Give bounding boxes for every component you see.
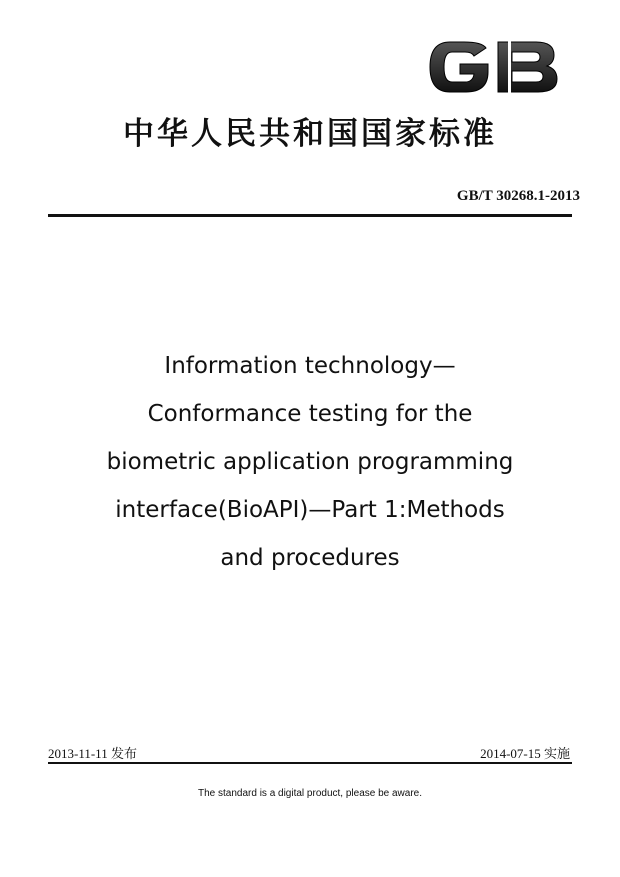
gb-logo-icon (424, 38, 564, 96)
issue-date: 2013-11-11 (48, 746, 108, 761)
implement-date: 2014-07-15 (480, 746, 541, 761)
title-line: interface(BioAPI)—Part 1:Methods (115, 497, 505, 523)
issue-label: 发布 (110, 746, 137, 761)
issue-date-block (48, 743, 137, 762)
org-name: 中华人民共和国国家标准 (123, 116, 497, 152)
header-divider (48, 214, 572, 217)
standard-code: GB/T 30268.1-2013 (456, 188, 580, 204)
title-line: Information technology— (164, 353, 456, 379)
footer-divider (48, 762, 572, 764)
title-line: biometric application programming (106, 449, 514, 475)
implement-date-block (480, 743, 570, 762)
implement-label: 实施 (543, 746, 570, 761)
document-title (60, 342, 560, 582)
title-line: and procedures (220, 545, 400, 571)
title-line: Conformance testing for the (147, 401, 473, 427)
digital-product-note: The standard is a digital product, please be aware. (197, 788, 423, 799)
